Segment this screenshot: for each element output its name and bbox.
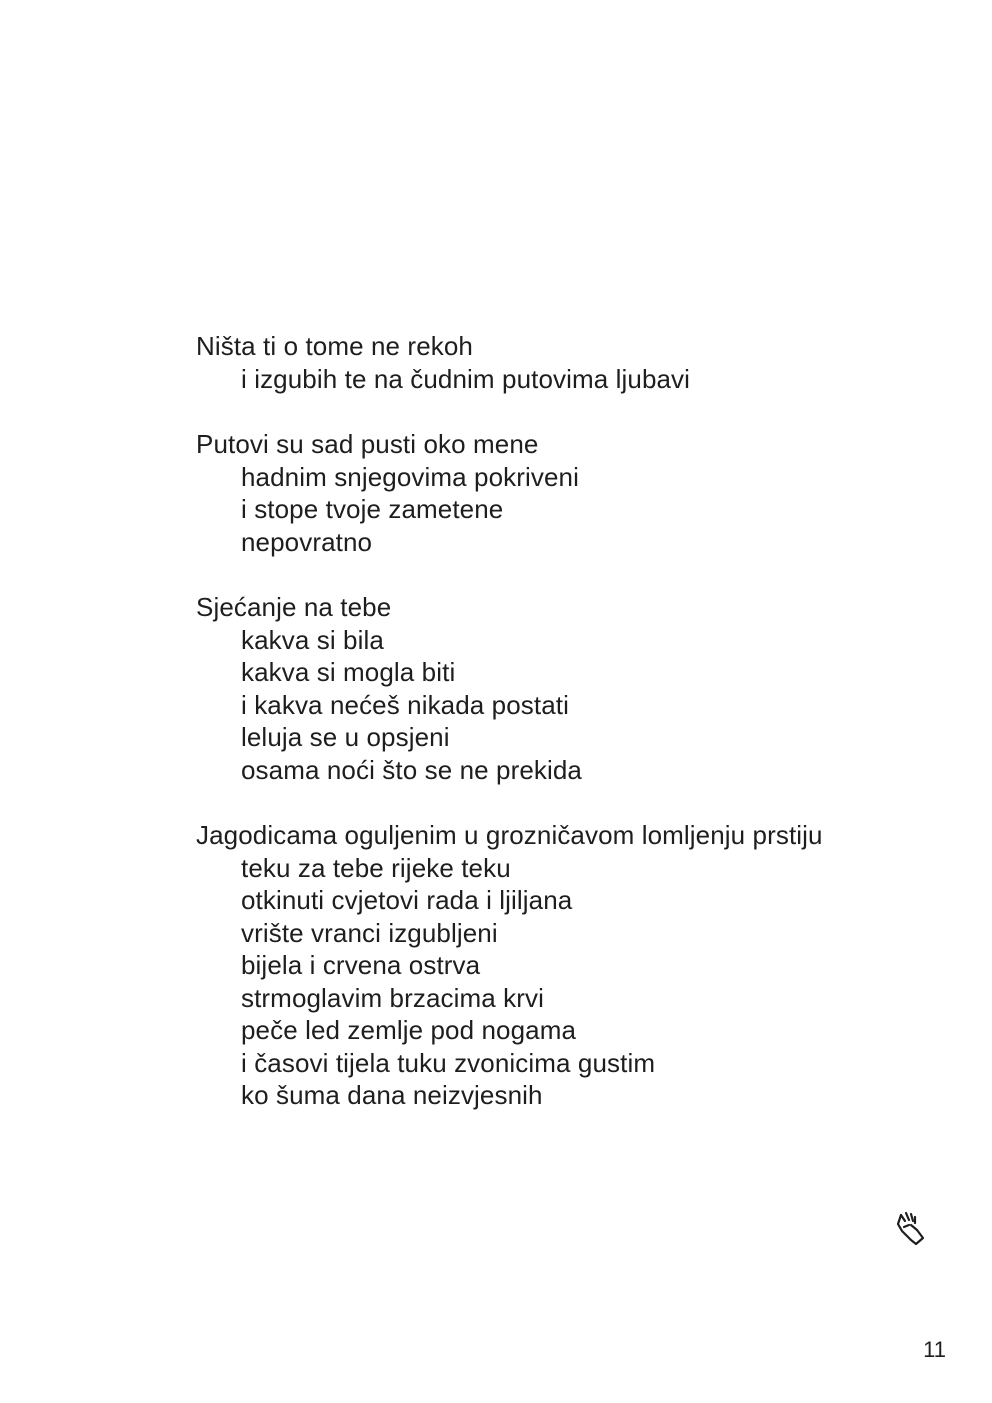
- poem-line: nepovratno: [241, 526, 373, 557]
- poem: [196, 330, 916, 1145]
- poem-line: vrište vranci izgubljeni: [241, 917, 498, 948]
- page-number: 11: [923, 1337, 946, 1362]
- stanza-1: [196, 330, 916, 395]
- poem-line: bijela i crvena ostrva: [241, 950, 481, 980]
- poem-line: peče led zemlje pod nogama: [241, 1015, 577, 1045]
- poem-line: i stope tvoje zametene: [241, 494, 504, 524]
- stanza-2: [196, 428, 916, 558]
- stanza-3: [196, 591, 916, 786]
- poem-line: Sjećanje na tebe: [196, 592, 392, 622]
- stanza-4: [196, 819, 916, 1112]
- poem-line: kakva si mogla biti: [241, 657, 456, 687]
- poem-line: i izgubih te na čudnim putovima ljubavi: [241, 363, 691, 394]
- poem-line: strmoglavim brzacima krvi: [241, 982, 544, 1013]
- poem-line: ko šuma dana neizvjesnih: [241, 1080, 543, 1110]
- poem-line: Jagodicama oguljenim u grozničavom lomljenju prstiju: [196, 820, 823, 850]
- poem-line: osama noći što se ne prekida: [241, 754, 582, 785]
- poem-line: Ništa ti o tome ne rekoh: [196, 331, 473, 361]
- poem-line: leluja se u opsjeni: [241, 722, 450, 752]
- poem-line: i časovi tijela tuku zvonicima gustim: [241, 1047, 656, 1078]
- poem-line: otkinuti cvjetovi rada i ljiljana: [241, 885, 573, 915]
- poem-line: teku za tebe rijeke teku: [241, 852, 511, 883]
- poem-line: i kakva nećeš nikada postati: [241, 689, 569, 720]
- poem-line: kakva si bila: [241, 624, 384, 655]
- pointing-hand-icon: [892, 1211, 926, 1247]
- poem-line: Putovi su sad pusti oko mene: [196, 429, 539, 459]
- poem-line: hadnim snjegovima pokriveni: [241, 461, 579, 492]
